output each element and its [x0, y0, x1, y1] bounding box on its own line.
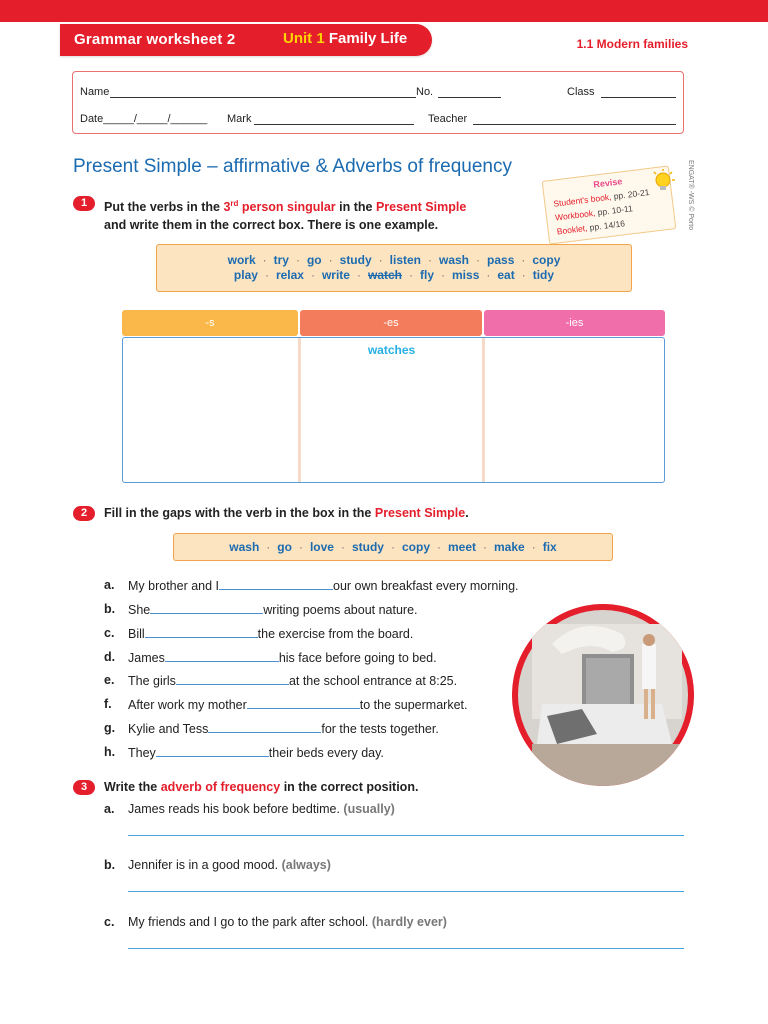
- exercise-2-instruction: Fill in the gaps with the verb in the box in the Present Simple.: [104, 506, 469, 520]
- gap-field[interactable]: [176, 673, 289, 685]
- gap-sentence: After work my mother to the supermarket.: [128, 698, 468, 712]
- word-box-1: [156, 244, 632, 292]
- bedroom-photo: [512, 604, 694, 786]
- unit-title: Family Life: [328, 30, 408, 47]
- example-answer: watches: [367, 343, 416, 357]
- number-label: No.: [416, 86, 434, 98]
- answer-line[interactable]: [128, 835, 684, 836]
- side-code: ENGAT® -WS © Porto: [687, 160, 694, 231]
- exercise-1-instruction: Put the verbs in the 3rd person singular in the Present Simple and write them in the correct box. There is one example.: [104, 199, 467, 233]
- adverb-sentence: Jennifer is in a good mood. (always): [128, 858, 331, 872]
- header-tab: [60, 24, 432, 56]
- column-s-header: -s: [122, 310, 298, 336]
- adverb-sentence: My friends and I go to the park after school. (hardly ever): [128, 915, 447, 929]
- item-letter: e.: [104, 673, 115, 687]
- page-title: Present Simple – affirmative & Adverbs of frequency: [73, 156, 512, 177]
- name-field[interactable]: [110, 97, 416, 98]
- item-letter: g.: [104, 721, 116, 735]
- grid-divider: [482, 338, 485, 482]
- crossed-word: watch: [367, 268, 402, 282]
- item-letter: c.: [104, 915, 115, 929]
- adverb-sentence: James reads his book before bedtime. (usually): [128, 802, 395, 816]
- item-letter: h.: [104, 745, 116, 759]
- exercise-1-number: 1: [73, 196, 95, 211]
- column-ies-header: -ies: [484, 310, 665, 336]
- gap-field[interactable]: [150, 602, 263, 614]
- gap-field[interactable]: [145, 626, 258, 638]
- teacher-field[interactable]: [473, 124, 676, 125]
- gap-field[interactable]: [165, 650, 279, 662]
- gap-field[interactable]: [219, 578, 333, 590]
- teacher-label: Teacher: [428, 113, 468, 125]
- answer-line[interactable]: [128, 891, 684, 892]
- gap-sentence: She writing poems about nature.: [128, 603, 418, 617]
- number-field[interactable]: [438, 97, 501, 98]
- gap-sentence: Kylie and Tess for the tests together.: [128, 722, 439, 736]
- class-field[interactable]: [601, 97, 676, 98]
- item-letter: d.: [104, 650, 116, 664]
- exercise-2-number: 2: [73, 506, 95, 521]
- word-box-2: [173, 533, 613, 561]
- section-label: 1.1 Modern families: [576, 37, 688, 51]
- word-row-2: play · relax · write · watch · fly · miss · eat · tidy: [233, 268, 555, 282]
- mark-field[interactable]: [254, 124, 414, 125]
- date-field[interactable]: Date_____/_____/______: [80, 113, 208, 125]
- item-letter: b.: [104, 858, 116, 872]
- gap-field[interactable]: [156, 745, 269, 757]
- revise-item: Workbook, pp. 10-11: [554, 203, 634, 223]
- word-row-1: work · try · go · study · listen · wash · pass · copy: [227, 253, 561, 267]
- answer-line[interactable]: [128, 948, 684, 949]
- item-letter: a.: [104, 578, 115, 592]
- column-es-header: -es: [300, 310, 482, 336]
- item-letter: c.: [104, 626, 115, 640]
- exercise-3-instruction: Write the adverb of frequency in the correct position.: [104, 780, 419, 794]
- class-label: Class: [567, 86, 595, 98]
- gap-sentence: James his face before going to bed.: [128, 651, 437, 665]
- gap-field[interactable]: [208, 721, 321, 733]
- answer-grid[interactable]: [122, 337, 665, 483]
- revise-item: Student's book, pp. 20-21: [552, 187, 650, 209]
- lightbulb-icon: [650, 167, 678, 195]
- item-letter: a.: [104, 802, 115, 816]
- header-bar: [0, 0, 768, 22]
- worksheet-label: Grammar worksheet 2: [74, 31, 236, 48]
- item-letter: b.: [104, 602, 116, 616]
- word-row: wash · go · love · study · copy · meet · make · fix: [229, 540, 557, 554]
- revise-title: Revise: [592, 176, 623, 190]
- gap-sentence: My brother and I our own breakfast every morning.: [128, 579, 519, 593]
- grid-divider: [298, 338, 301, 482]
- gap-sentence: The girls at the school entrance at 8:25.: [128, 674, 458, 688]
- unit-label: Unit 1 Family Life: [283, 30, 408, 47]
- mark-label: Mark: [227, 113, 252, 125]
- gap-field[interactable]: [247, 697, 360, 709]
- gap-sentence: Bill the exercise from the board.: [128, 627, 414, 641]
- exercise-3-number: 3: [73, 780, 95, 795]
- gap-sentence: They their beds every day.: [128, 746, 384, 760]
- name-label: Name: [80, 86, 110, 98]
- item-letter: f.: [104, 697, 112, 711]
- revise-item: Booklet, pp. 14/16: [556, 218, 626, 237]
